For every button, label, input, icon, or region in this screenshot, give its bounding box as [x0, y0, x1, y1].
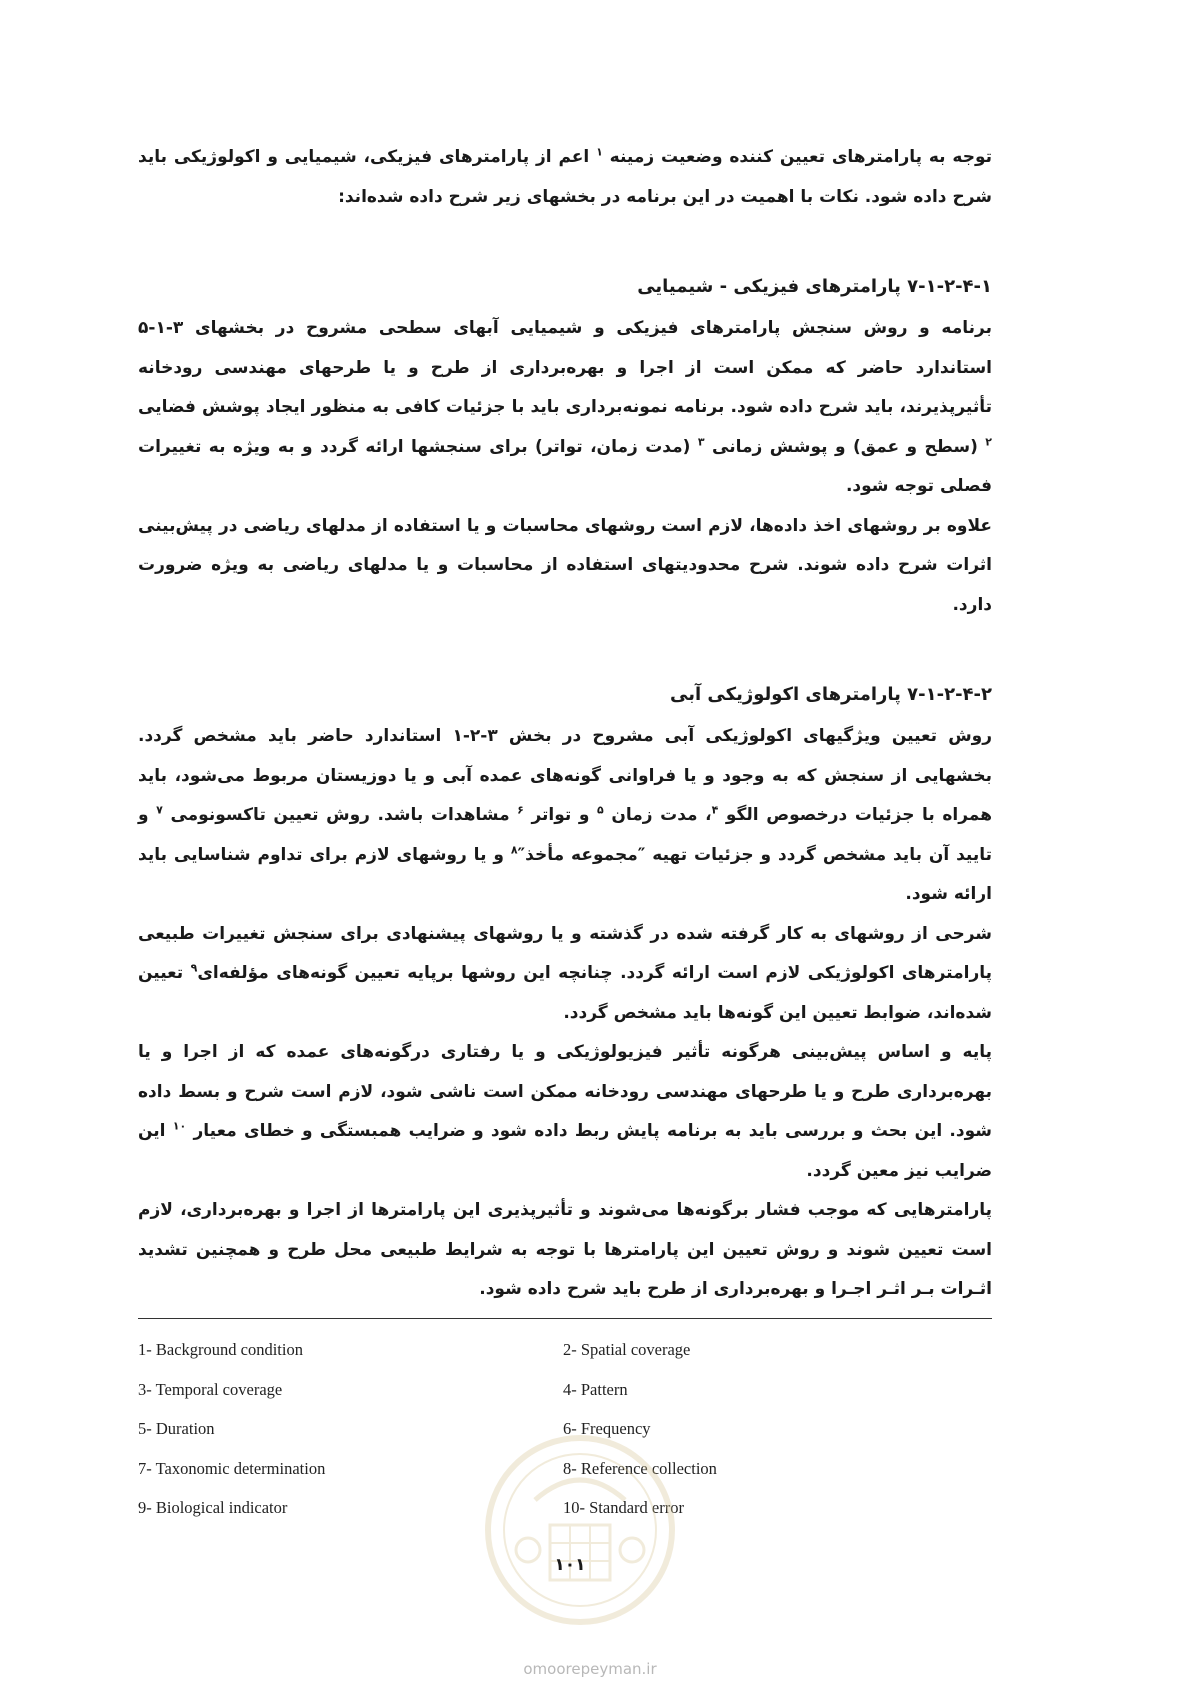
footnote-item: 4- Pattern	[563, 1379, 628, 1399]
footnote-item: 8- Reference collection	[563, 1458, 717, 1478]
section1-paragraph-1: برنامه و روش سنجش پارامترهای فیزیکی و شیمیایی آبهای سطحی مشروح در بخشهای ۳-۱-۵ استاندارد حاضر که ممکن است از اجرا و بهره‌برداری از طرح و یا طرحهای مهندسی رودخانه تأثیرپذیرند، باید شرح داده شود. برنامه نمونه‌برداری باید با جزئیات کافی به منظور ایجاد پوشش فضایی $^۲$ (سطح و عمق) و پوشش زمانی $^۳$ (مدت زمان، تواتر) برای سنجشها ارائه گردد و به ویژه به تغییرات فصلی توجه شود.	[138, 318, 992, 496]
footnote-item: 10- Standard error	[563, 1498, 684, 1517]
footnote-ref: ۹	[190, 961, 198, 975]
footnote-ref: ۵	[597, 803, 604, 817]
footnote-divider	[138, 1318, 992, 1319]
footnote-item: 9- Biological indicator	[138, 1498, 288, 1517]
section1-paragraph-2: علاوه بر روشهای اخذ داده‌ها، لازم است روشهای محاسبات و یا استفاده از مدلهای ریاضی در پیش‌بینی اثرات شرح داده شوند. شرح محدودیتهای استفاده از محاسبات و یا مدلهای ریاضی به ویژه ضرورت دارد.	[138, 515, 992, 615]
section-heading-physical-chemical: ۷-۱-۲-۴-۱ پارامترهای فیزیکی - شیمیایی	[637, 276, 992, 297]
footnote-item: 1- Background condition	[138, 1340, 303, 1359]
footnote-item: 7- Taxonomic determination	[138, 1458, 326, 1478]
footnote-ref: ۴	[711, 803, 719, 817]
footnote-item: 2- Spatial coverage	[563, 1340, 691, 1359]
footnote-ref: ۱۰	[172, 1119, 187, 1133]
footnote-ref: ۲	[985, 434, 992, 448]
intro-paragraph: توجه به پارامترهای تعیین کننده وضعیت زمینه $^۱$ اعم از پارامترهای فیزیکی، شیمیایی و اکولوژیکی باید شرح داده شود. نکات با اهمیت در این برنامه در بخشهای زیر شرح داده شده‌اند:	[138, 145, 992, 207]
watermark-text: omoorepeyman.ir	[523, 1660, 657, 1678]
section2-paragraph-2: شرحی از روشهای به کار گرفته شده در گذشته و یا روشهای پیشنهادی برای سنجش تغییرات طبیعی پارامترهای اکولوژیکی لازم است ارائه گردد. چنانچه این روشها برپایه تعیین گونه‌های مؤلفه‌ای$^۹$ تعیین شده‌اند، ضوابط تعیین این گونه‌ها باید مشخص گردد.	[138, 923, 992, 1023]
footnotes	[138, 1336, 992, 1534]
page-body	[138, 138, 992, 1310]
section2-paragraph-1: روش تعیین ویژگیهای اکولوژیکی آبی مشروح در بخش ۳-۲-۱ استاندارد حاضر باید مشخص گردد. بخشهایی از سنجش که به وجود و یا فراوانی گونه‌های عمده آبی و یا دوزیستان مربوط می‌شود، باید همراه با جزئیات درخصوص الگو $^۴$، مدت زمان $^۵$ و تواتر $^۶$ مشاهدات باشد. روش تعیین تاکسونومی $^۷$ و تایید آن باید مشخص گردد و جزئیات تهیه ″مجموعه مأخذ″$^۸$ و یا روشهای لازم برای تداوم شناسایی باید ارائه شود.	[138, 726, 993, 904]
footnote-item: 6- Frequency	[563, 1419, 651, 1438]
page-number: ۱۰۱	[554, 1555, 586, 1575]
footnote-ref: ۱	[596, 145, 603, 159]
footnote-ref: ۶	[517, 803, 524, 817]
section-heading-aquatic-ecology: ۷-۱-۲-۴-۲ پارامترهای اکولوژیکی آبی	[669, 684, 992, 705]
footnote-item: 3- Temporal coverage	[138, 1379, 283, 1399]
footnote-item: 5- Duration	[138, 1419, 215, 1438]
footnote-ref: ۸	[510, 842, 518, 856]
footnote-ref: ۳	[697, 434, 705, 448]
footnote-ref: ۷	[156, 803, 163, 817]
section2-paragraph-4: پارامترهایی که موجب فشار برگونه‌ها می‌شوند و تأثیرپذیری این پارامترها از اجرا و بهره‌برداری، لازم است تعیین شوند و روش تعیین این پارامترها با توجه به شرایط طبیعی محل طرح و همچنین تشدید اثـرات بـر اثـر اجـرا و بهره‌برداری از طرح باید شرح داده شود.	[138, 1200, 992, 1299]
section2-paragraph-3: پایه و اساس پیش‌بینی هرگونه تأثیر فیزیولوژیکی و یا رفتاری درگونه‌های عمده که از اجرا و یا بهره‌برداری طرح و یا طرحهای مهندسی رودخانه ممکن است ناشی شود، لازم است شرح و بسط داده شود. این بحث و بررسی باید به برنامه پایش ربط داده شود و ضرایب همبستگی و خطای معیار $^{۱۰}$ این ضرایب نیز معین گردد.	[138, 1042, 992, 1181]
